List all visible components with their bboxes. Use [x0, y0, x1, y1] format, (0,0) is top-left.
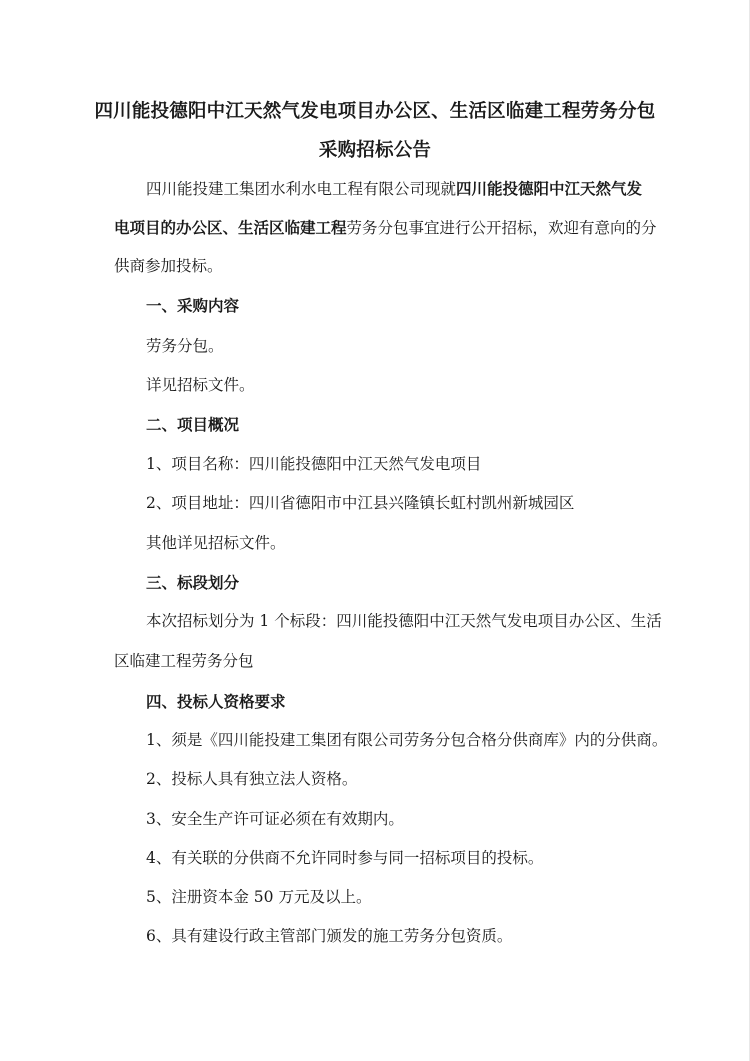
- section-heading-overview: 二、项目概况: [146, 415, 240, 434]
- list-item: 6、具有建设行政主管部门颁发的施工劳务分包资质。: [146, 927, 513, 945]
- section-text: 本次招标划分为 1 个标段：四川能投德阳中江天然气发电项目办公区、生活: [146, 612, 662, 630]
- section-text: 详见招标文件。: [146, 376, 255, 394]
- section-text: 区临建工程劳务分包: [114, 652, 254, 670]
- intro-text: 四川能投建工集团水利水电工程有限公司现就: [146, 180, 457, 198]
- section-heading-lots: 三、标段划分: [146, 573, 240, 592]
- section-text: 2、项目地址：四川省德阳市中江县兴隆镇长虹村凯州新城园区: [146, 494, 575, 512]
- intro-text-cont: 劳务分包事宜进行公开招标，欢迎有意向的分: [346, 219, 657, 237]
- intro-paragraph-line-3: 供商参加投标。: [114, 257, 223, 275]
- intro-bold-project: 四川能投德阳中江天然气发: [456, 179, 643, 198]
- section-heading-qualifications: 四、投标人资格要求: [146, 692, 286, 711]
- section-text: 劳务分包。: [146, 337, 224, 355]
- document-title-line-1: 四川能投德阳中江天然气发电项目办公区、生活区临建工程劳务分包: [94, 101, 656, 122]
- intro-bold-scope: 办公区、生活区临建工程: [176, 218, 347, 237]
- list-item: 4、有关联的分供商不允许同时参与同一招标项目的投标。: [146, 849, 544, 867]
- intro-paragraph-line-2: [114, 220, 657, 237]
- list-item: 5、注册资本金 50 万元及以上。: [146, 888, 372, 906]
- section-text: 1、项目名称：四川能投德阳中江天然气发电项目: [146, 455, 482, 473]
- list-item: 3、安全生产许可证必须在有效期内。: [146, 810, 404, 828]
- section-heading-procurement: 一、采购内容: [146, 296, 240, 315]
- intro-paragraph-line-1: [146, 181, 642, 198]
- list-item: 1、须是《四川能投建工集团有限公司劳务分包合格分供商库》内的分供商。: [146, 731, 668, 749]
- section-text: 其他详见招标文件。: [146, 534, 286, 552]
- intro-bold-project-cont: 电项目的: [114, 218, 177, 237]
- document-title-line-2: 采购招标公告: [318, 140, 432, 161]
- list-item: 2、投标人具有独立法人资格。: [146, 770, 358, 788]
